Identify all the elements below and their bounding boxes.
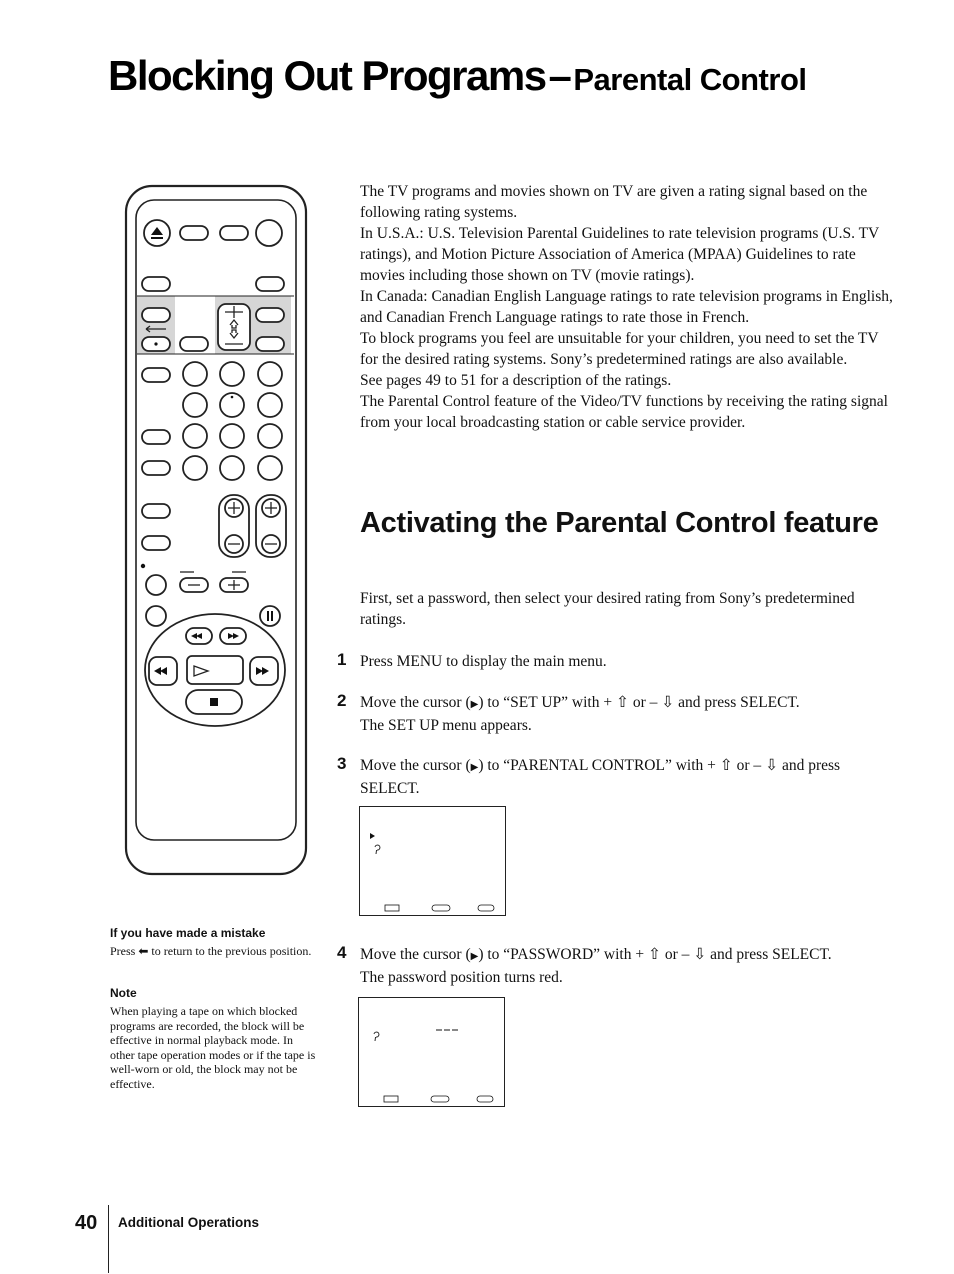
step-number: 2 [337,691,347,710]
menu-screen-graphic [360,807,505,915]
step-text-part: Move the cursor ( [360,946,471,963]
intro-paragraph: The TV programs and movies shown on TV are given a rating signal based on the following rating systems. [360,183,868,221]
remote-control-icon [122,182,312,882]
step-result: The SET UP menu appears. [360,717,532,734]
mistake-text-part: to return to the previous position. [151,944,312,958]
password-screen-graphic [359,998,504,1106]
step-text-part: or – [628,694,662,711]
step-number: 4 [337,943,347,962]
step-number: 1 [337,650,347,669]
note-heading: Note [110,986,137,1000]
mistake-heading: If you have made a mistake [110,926,266,940]
mistake-text [110,944,315,959]
up-arrow-icon: ⇧ [647,946,661,963]
down-arrow-icon: ⇩ [765,757,779,774]
footer-section-title: Additional Operations [118,1215,260,1230]
step-text: Press MENU to display the main menu. [360,653,607,670]
cursor-arrow-icon: ▶ [470,951,479,962]
title-sub: Parental Control [573,62,807,97]
back-arrow-icon: ⬅ [138,944,149,958]
page-title [108,52,807,100]
down-arrow-icon: ⇩ [693,946,707,963]
cursor-arrow-icon: ▶ [470,762,479,773]
intro-paragraph: In Canada: Canadian English Language ratings to rate television programs in English, and Canadian French Language ratings to rate those in French. [360,288,893,326]
intro-paragraph: The Parental Control feature of the Video/TV functions by receiving the rating signal from your local broadcasting station or cable service provider. [360,393,888,431]
step-text-part: and press SELECT. [706,946,832,963]
step-text-part: ) to “PARENTAL CONTROL” with + [478,757,720,774]
step-number: 3 [337,754,347,773]
down-arrow-icon: ⇩ [661,694,675,711]
step-text-part: and press SELECT. [674,694,800,711]
section-lead: First, set a password, then select your desired rating from Sony’s predetermined ratings. [360,590,855,628]
up-arrow-icon: ⇧ [719,757,733,774]
footer-divider [108,1205,109,1273]
title-dash: – [548,52,571,99]
mistake-text-part: Press [110,944,136,958]
title-main: Blocking Out Programs [108,52,546,99]
intro-paragraph: In U.S.A.: U.S. Television Parental Guidelines to rate television programs (U.S. TV ratings), and Motion Picture Association of America (MPAA) Guidelines to rate movies including those shown on TV (movie ratings). [360,225,879,284]
tv-menu-screen [359,806,506,916]
intro-text [360,181,900,433]
step-text-part: or – [660,946,694,963]
password-screen [358,997,505,1107]
step-text-part: or – [732,757,766,774]
cursor-arrow-icon: ▶ [470,699,479,710]
step-text-part: and press SELECT. [360,757,841,797]
intro-paragraph: To block programs you feel are unsuitable for your children, you need to set the TV for the desired rating systems. Sony’s predetermined ratings are also available. [360,330,879,368]
remote-control-illustration [122,182,312,887]
step-text-part: ) to “SET UP” with + [478,694,616,711]
intro-paragraph: See pages 49 to 51 for a description of the ratings. [360,372,672,389]
step-text-part: Move the cursor ( [360,757,471,774]
step-text-part: Move the cursor ( [360,694,471,711]
note-text: When playing a tape on which blocked programs are recorded, the block will be effective in normal playback mode. In other tape operation modes or if the tape is well-worn or old, the block may not be effective. [110,1004,316,1091]
page-number: 40 [75,1212,98,1234]
step-result: The password position turns red. [360,969,563,986]
step-text [360,692,890,736]
up-arrow-icon: ⇧ [615,694,629,711]
step-text [360,755,875,799]
section-heading: Activating the Parental Control feature [360,507,879,539]
step-text [360,944,895,988]
step-text-part: ) to “PASSWORD” with + [478,946,648,963]
